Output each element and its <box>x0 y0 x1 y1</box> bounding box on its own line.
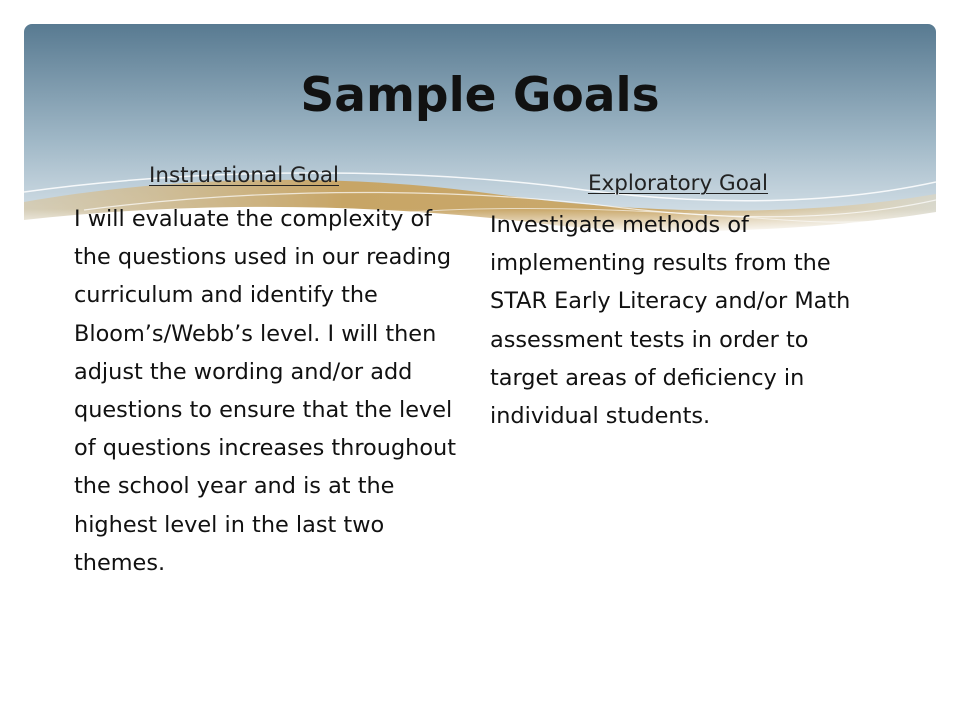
instructional-goal-column <box>74 160 464 582</box>
exploratory-goal-body: Investigate methods of implementing results from the STAR Early Literacy and/or Math assessment tests in order to target areas of deficiency in individual students. <box>490 212 851 430</box>
exploratory-goal-column <box>490 168 870 435</box>
instructional-goal-heading: Instructional Goal <box>148 163 339 188</box>
instructional-goal-body: I will evaluate the complexity of the questions used in our reading curriculum and identify the Bloom’s/Webb’s level. I will then adjust the wording and/or add questions to ensure that the level of questions increases throughout the school year and is at the highest level in the last two themes. <box>74 206 457 576</box>
slide-title: Sample Goals <box>300 68 660 123</box>
exploratory-goal-heading: Exploratory Goal <box>587 171 769 196</box>
